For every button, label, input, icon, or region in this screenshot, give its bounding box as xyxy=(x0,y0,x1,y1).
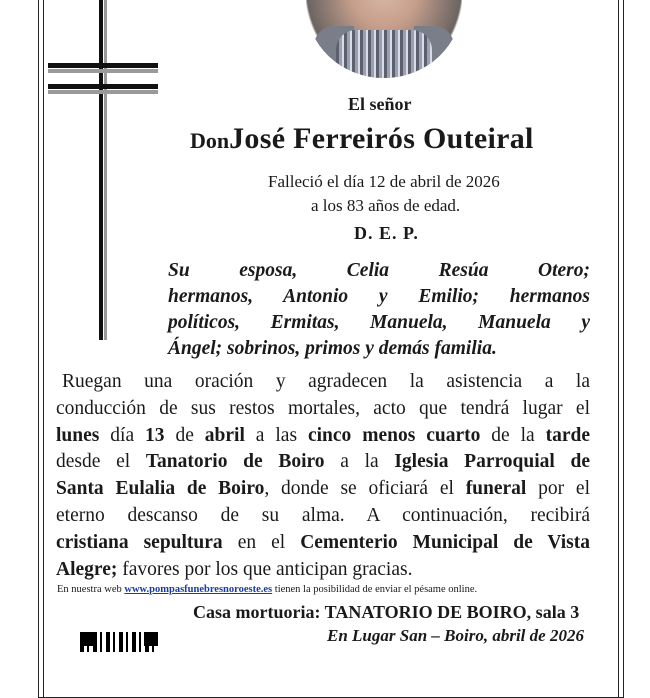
website-link[interactable]: www.pompasfunebresnoroeste.es xyxy=(124,584,273,595)
family-line: políticos, Ermitas, Manuela, Manuela y xyxy=(168,312,590,333)
honorific: Don xyxy=(190,128,230,153)
family-line: Su esposa, Celia Resúa Otero; xyxy=(168,260,590,281)
age-line: a los 83 años de edad. xyxy=(311,196,461,215)
web-notice: En nuestra web www.pompasfunebresnoroeste.es tienen la posibilidad de enviar el pésame online. xyxy=(57,584,478,595)
ceremony-text: Ruegan una oración y agradecen la asistencia a la conducción de sus restos mortales, acto que tendrá lugar el lunes día 13 de abril a las cinco menos cuarto de la tarde desde el Tanatorio de Boiro a la Iglesia Parroquial de Santa Eulalia de Boiro, donde se oficiará el funeral por el eterno descanso de su alma. A continuación, recibirá cristiana sepultura en el Cementerio Municipal de Vista Alegre; favores por los que anticipan gracias. xyxy=(56,371,591,580)
death-date: Falleció el día 12 de abril de 2026 xyxy=(268,172,500,191)
qr-code-icon[interactable] xyxy=(80,632,158,652)
title-senor: El señor xyxy=(348,94,412,114)
deceased-name xyxy=(190,122,534,156)
place-date: En Lugar San – Boiro, abril de 2026 xyxy=(327,626,584,645)
funeral-home: Casa mortuoria: TANATORIO DE BOIRO, sala 3 xyxy=(193,602,580,622)
full-name: José Ferreirós Outeiral xyxy=(229,122,534,155)
family-line: Ángel; sobrinos, primos y demás familia. xyxy=(168,338,497,359)
family-line: hermanos, Antonio y Emilio; hermanos xyxy=(168,286,590,307)
dep-initials: D. E. P. xyxy=(354,223,419,243)
deceased-portrait xyxy=(306,0,462,78)
family-list xyxy=(168,258,590,362)
